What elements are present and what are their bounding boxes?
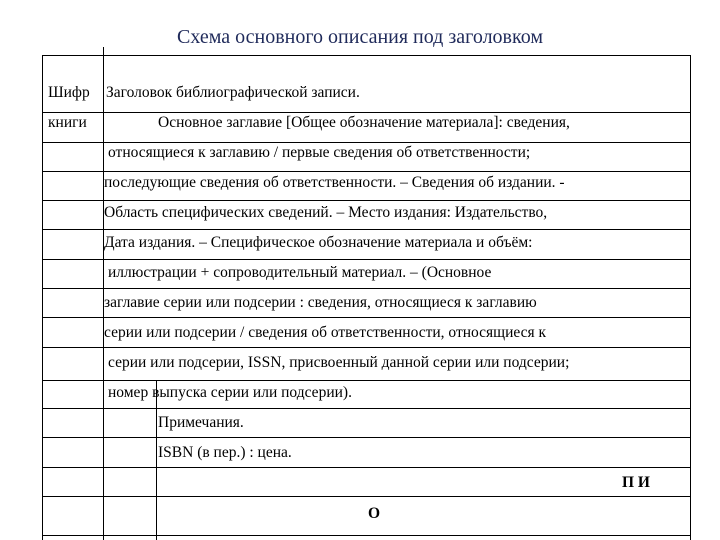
row-rule <box>42 317 691 318</box>
record-heading-line: Заголовок библиографической записи. <box>106 84 360 101</box>
row-rule <box>42 535 691 536</box>
cipher-label: Шифр <box>48 84 90 101</box>
row-rule <box>42 496 691 497</box>
row-rule <box>42 142 691 143</box>
row-rule <box>42 347 691 348</box>
bottom-mark: О <box>368 505 381 522</box>
row-rule <box>42 229 691 230</box>
row-rule <box>42 112 691 113</box>
row-rule <box>42 55 691 56</box>
row-rule <box>42 467 691 468</box>
indent-column-divider <box>156 380 157 540</box>
row-rule <box>42 171 691 172</box>
description-line: Дата издания. – Специфическое обозначение материала и объём: <box>104 234 533 251</box>
description-line: последующие сведения об ответственности. – Сведения об издании. - <box>104 174 565 191</box>
description-line: Основное заглавие [Общее обозначение материала]: сведения, <box>158 114 570 131</box>
row-rule <box>42 437 691 438</box>
row-rule <box>42 200 691 201</box>
description-line: серии или подсерии / сведения об ответственности, относящиеся к <box>104 324 547 341</box>
description-line: относящиеся к заглавию / первые сведения об ответственности; <box>108 144 531 161</box>
row-rule <box>42 408 691 409</box>
page-title: Схема основного описания под заголовком <box>177 26 543 48</box>
row-rule <box>42 259 691 260</box>
description-line: серии или подсерии, ISSN, присвоенный данной серии или подсерии; <box>108 354 570 371</box>
isbn-line: ISBN (в пер.) : цена. <box>158 444 292 461</box>
description-line: заглавие серии или подсерии : сведения, относящиеся к заглавию <box>104 294 537 311</box>
book-label: книги <box>48 114 87 131</box>
row-rule <box>42 380 691 381</box>
description-line: номер выпуска серии или подсерии). <box>108 384 352 401</box>
author-mark: П И <box>622 474 650 491</box>
row-rule <box>42 288 691 289</box>
notes-line: Примечания. <box>158 414 244 431</box>
description-line: Область специфических сведений. – Место издания: Издательство, <box>104 204 548 221</box>
description-line: иллюстрации + сопроводительный материал. – (Основное <box>108 264 492 281</box>
